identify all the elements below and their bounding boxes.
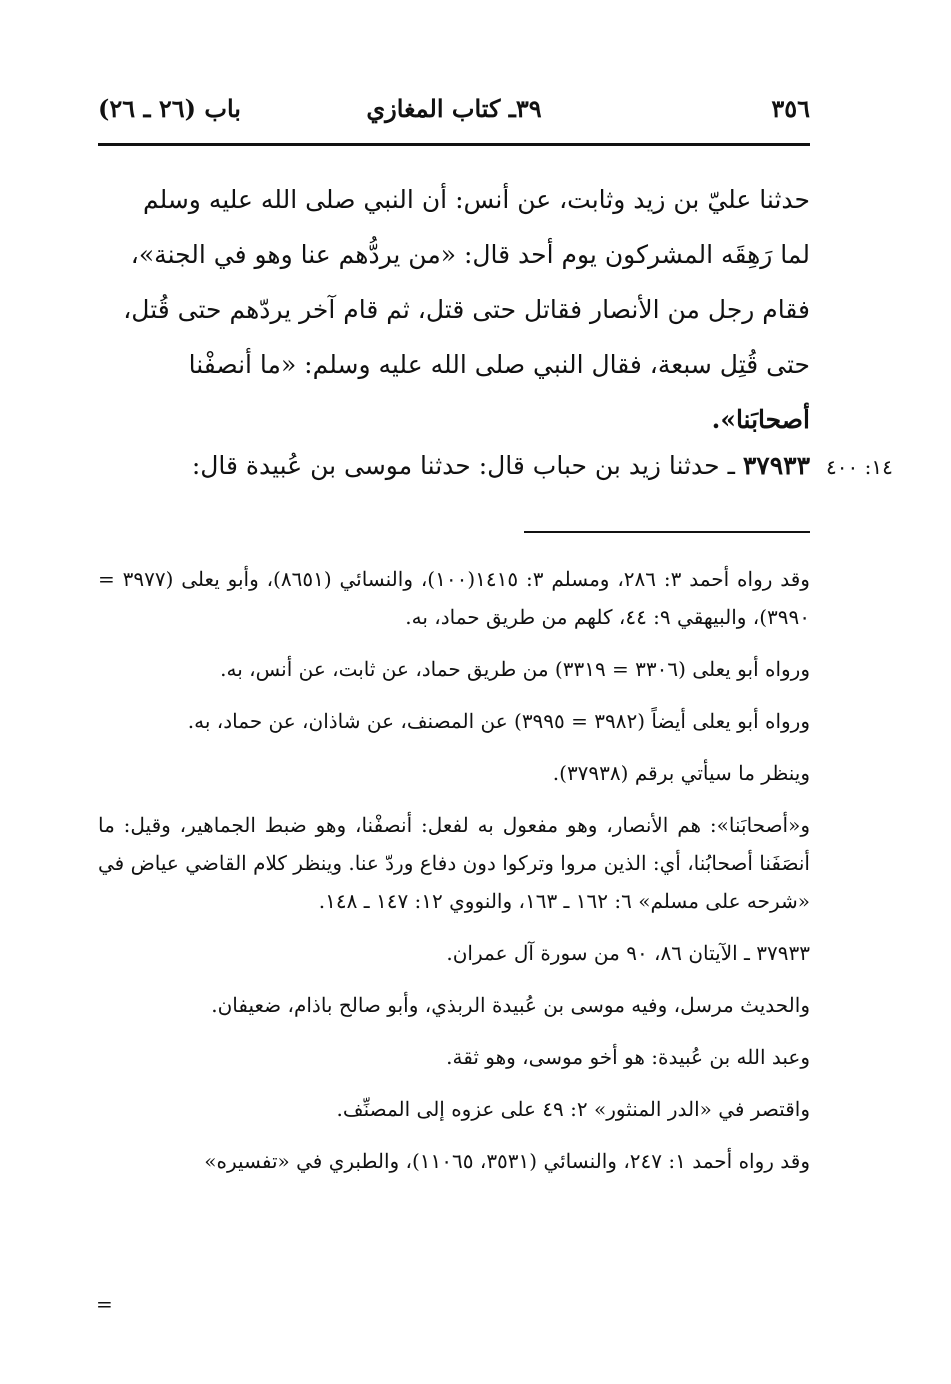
- header-divider: [98, 143, 810, 146]
- page-number: ٣٥٦: [771, 94, 810, 123]
- continuation-mark: =: [96, 1292, 113, 1316]
- running-header: [98, 94, 810, 130]
- footnote: وينظر ما سيأتي برقم (٣٧٩٣٨).: [552, 761, 810, 785]
- footnote: ٣٧٩٣٣ ـ الآيتان ٨٦، ٩٠ من سورة آل عمران.: [446, 941, 810, 965]
- main-line-text: لما رَهِقَه المشركون يوم أحد قال: «من يردُّهم عنا وهو في الجنة»،: [130, 240, 810, 269]
- footnote: وعبد الله بن عُبيدة: هو أخو موسى، وهو ثقة.: [446, 1045, 810, 1069]
- footnote: واقتصر في «الدر المنثور» ٢: ٤٩ على عزوه إلى المصنِّف.: [336, 1097, 810, 1121]
- main-line: حدثنا عليّ بن زيد وثابت، عن أنس: أن النبي صلى الله عليه وسلم: [142, 185, 810, 214]
- footnote: والحديث مرسل، وفيه موسى بن عُبيدة الربذي، وأبو صالح باذام، ضعيفان.: [211, 993, 810, 1017]
- main-text: [98, 172, 810, 447]
- footnote: و«أصحابَنا»: هم الأنصار، وهو مفعول به لفعل: أنصفْنا، وهو ضبط الجماهير، وقيل: ما أنصَفَنا أصحابُنا، أي: الذين مروا وتركوا دون دفاع وردّ عنا. وينظر كلام القاضي عياض في «شرحه على مسلم» ٦: ١٦٢ ـ ١٦٣، والنووي ١٢: ١٤٧ ـ ١٤٨.: [98, 813, 810, 913]
- hadith-entry: [98, 442, 810, 490]
- footnote: ورواه أبو يعلى أيضاً (٣٩٨٢ = ٣٩٩٥) عن المصنف، عن شاذان، عن حماد، به.: [187, 709, 810, 733]
- main-line: فقام رجل من الأنصار فقاتل حتى قتل، ثم قام آخر يردّهم حتى قُتل،: [123, 295, 810, 324]
- main-line: أصحابَنا».: [711, 405, 810, 434]
- book-title: ٣٩ـ كتاب المغازي: [366, 94, 542, 123]
- footnote: ورواه أبو يعلى (٣٣٠٦ = ٣٣١٩) من طريق حماد، عن ثابت، عن أنس، به.: [220, 657, 810, 681]
- hadith-text: ـ حدثنا زيد بن حباب قال: حدثنا موسى بن عُبيدة قال:: [191, 451, 735, 480]
- hadith-number: ٣٧٩٣٣: [742, 451, 810, 480]
- margin-reference: ١٤: ٤٠٠: [826, 455, 893, 479]
- footnote: وقد رواه أحمد ٣: ٢٨٦، ومسلم ٣: ١٤١٥(١٠٠)، والنسائي (٨٦٥١)، وأبو يعلى (٣٩٧٧ = ٣٩٩٠)، والبيهقي ٩: ٤٤، كلهم من طريق حماد، به.: [98, 567, 810, 629]
- chapter-label: باب (٢٦ ـ ٢٦): [98, 94, 241, 123]
- main-line: [98, 227, 810, 282]
- footnote: وقد رواه أحمد ١: ٢٤٧، والنسائي (٣٥٣١، ١١٠٦٥)، والطبري في «تفسيره»: [204, 1149, 810, 1173]
- footnote-divider: [524, 531, 810, 533]
- main-line: حتى قُتِل سبعة، فقال النبي صلى الله عليه وسلم: «ما أنصفْنا: [188, 350, 810, 379]
- footnotes: [98, 560, 810, 1194]
